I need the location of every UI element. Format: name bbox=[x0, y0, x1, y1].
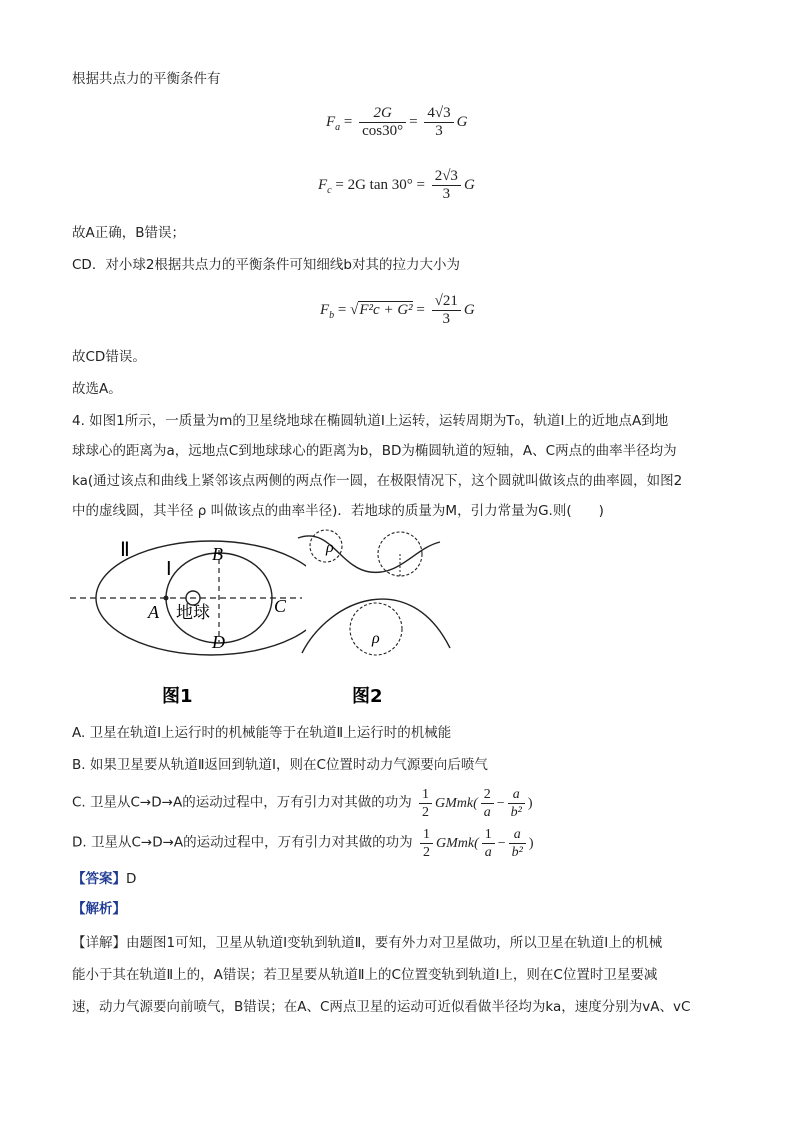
curvature-circle-arch bbox=[350, 603, 402, 655]
label-C: C bbox=[274, 596, 287, 616]
label-rho-arch: ρ bbox=[372, 630, 380, 647]
label-rho-top: ρ bbox=[326, 539, 334, 556]
option-d: D. 卫星从C→D→A的运动过程中，万有引力对其做的功为 $\frac{1}{2}$ GMmk( $\frac{1}{a}$ − $\frac{a}{\text{b²}}$ ) bbox=[72, 827, 534, 860]
option-c: C. 卫星从C→D→A的运动过程中，万有引力对其做的功为 $\frac{1}{2}$ GMmk( $\frac{2}{a}$ − $\frac{a}{\text{b²}}$ ) bbox=[72, 787, 533, 820]
question-line: 中的虚线圆，其半径 ρ 叫做该点的曲率半径)．若地球的质量为M，引力常量为G.则( ) bbox=[72, 503, 604, 519]
option-a: A. 卫星在轨道Ⅰ上运行时的机械能等于在轨道Ⅱ上运行时的机械能 bbox=[72, 725, 452, 741]
option-b: B. 如果卫星要从轨道Ⅱ返回到轨道Ⅰ，则在C位置时动力气源要向后喷气 bbox=[72, 757, 488, 773]
analysis-line bbox=[72, 898, 126, 920]
figure2-caption: 图2 bbox=[352, 686, 383, 707]
analysis-tag: 【解析】 bbox=[72, 901, 126, 917]
answer-value: D bbox=[126, 871, 137, 887]
question-line: ka(通过该点和曲线上紧邻该点两侧的两点作一圆，在极限情况下，这个圆就叫做该点的曲率圆，如图2 bbox=[72, 473, 683, 489]
text-line: CD．对小球2根据共点力的平衡条件可知细线b对其的拉力大小为 bbox=[72, 257, 460, 273]
answer-line bbox=[72, 868, 136, 890]
label-A: A bbox=[148, 602, 159, 622]
text-line: 故选A。 bbox=[72, 381, 122, 397]
answer-tag: 【答案】 bbox=[72, 871, 126, 887]
figure1-caption: 图1 bbox=[162, 686, 193, 707]
detail-line: 【详解】由题图1可知，卫星从轨道Ⅰ变轨到轨道Ⅱ，要有外力对卫星做功，所以卫星在轨道Ⅰ上的机械 bbox=[72, 935, 663, 951]
equation-fc: $F_c = 2G$ tan 30° = $\frac{2√3}{3}$ G bbox=[318, 168, 475, 202]
label-D: D bbox=[212, 632, 225, 652]
equation-fb: $F_b = √F^2c + G^2$ = $\frac{√21}{3}$ G bbox=[320, 293, 475, 327]
orbit-figure bbox=[66, 530, 306, 710]
label-earth: 地球 bbox=[176, 603, 210, 623]
label-orbit-II: Ⅱ bbox=[120, 539, 130, 561]
text-line: 故CD错误。 bbox=[72, 349, 146, 365]
equation-fa: $F_a$ = $\frac{2G}{\cos 30^\circ}$ = $\frac{4√3}{3}$ G bbox=[326, 105, 468, 139]
detail-line: 能小于其在轨道Ⅱ上的，A错误；若卫星要从轨道Ⅱ上的C位置变轨到轨道Ⅰ上，则在C位置时卫星要减 bbox=[72, 967, 658, 983]
question-line: 4. 如图1所示，一质量为m的卫星绕地球在椭圆轨道Ⅰ上运转，运转周期为T₀，轨道Ⅰ上的近地点A到地 bbox=[72, 413, 669, 429]
text-line: 故A正确，B错误； bbox=[72, 225, 185, 241]
curvature-figure bbox=[290, 528, 460, 710]
detail-line: 速，动力气源要向前喷气，B错误；在A、C两点卫星的运动可近似看做半径均为ka，速度分别为vA、vC bbox=[72, 999, 691, 1015]
label-B: B bbox=[212, 544, 223, 564]
wave-curve bbox=[298, 536, 440, 573]
question-line: 球球心的距离为a，远地点C到地球球心的距离为b，BD为椭圆轨道的短轴，A、C两点的曲率半径均为 bbox=[72, 443, 677, 459]
text-line: 根据共点力的平衡条件有 bbox=[72, 71, 221, 87]
label-orbit-I: Ⅰ bbox=[166, 559, 172, 580]
point-A bbox=[164, 596, 169, 601]
